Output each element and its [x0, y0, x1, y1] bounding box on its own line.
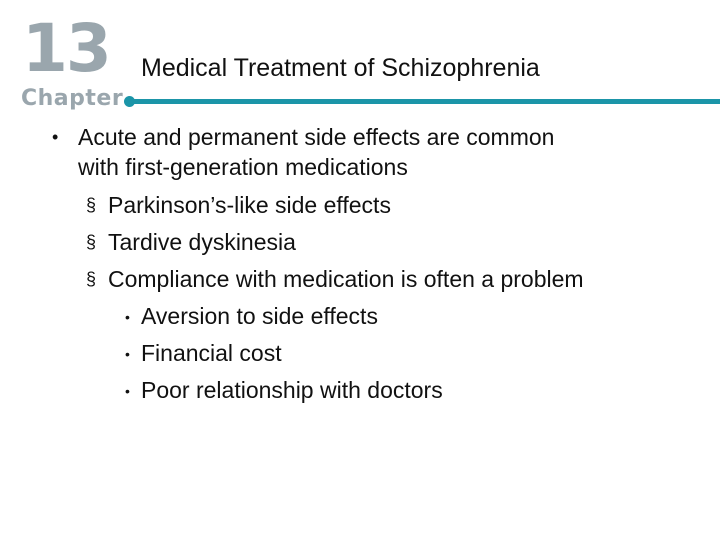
- chapter-label: Chapter: [21, 86, 124, 111]
- sub-bullet-marker: §: [86, 195, 97, 215]
- slide-title: Medical Treatment of Schizophrenia: [141, 54, 540, 82]
- bullet-text-continued: with first-generation medications: [78, 154, 408, 180]
- sub-sub-bullet-marker: •: [125, 346, 130, 362]
- sub-bullet-text: Tardive dyskinesia: [108, 229, 296, 255]
- sub-bullet-text: Compliance with medication is often a problem: [108, 266, 584, 292]
- sub-sub-bullet-text: Poor relationship with doctors: [141, 377, 443, 403]
- sub-bullet-marker: §: [86, 232, 97, 252]
- bullet-marker: •: [52, 127, 59, 147]
- sub-bullet-marker: §: [86, 269, 97, 289]
- sub-sub-bullet-text: Aversion to side effects: [141, 303, 378, 329]
- sub-sub-bullet-text: Financial cost: [141, 340, 282, 366]
- bullet-text: Acute and permanent side effects are common: [78, 124, 555, 150]
- chapter-number: 13: [22, 10, 110, 87]
- sub-sub-bullet-marker: •: [125, 309, 130, 325]
- sub-bullet-text: Parkinson’s-like side effects: [108, 192, 391, 218]
- sub-sub-bullet-marker: •: [125, 383, 130, 399]
